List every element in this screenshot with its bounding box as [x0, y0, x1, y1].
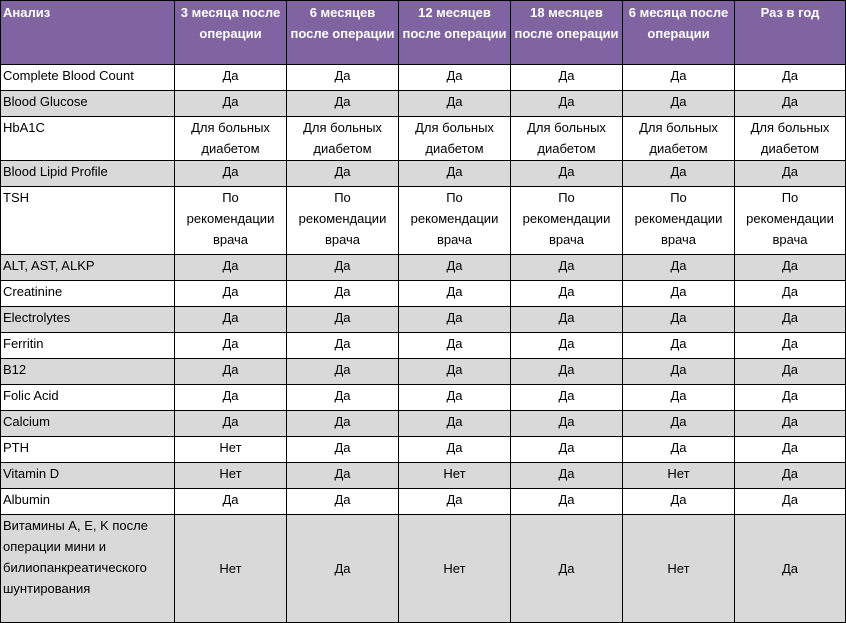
table-cell: Нет [175, 463, 287, 489]
table-cell: Да [399, 333, 511, 359]
table-cell: Да [399, 437, 511, 463]
table-row [1, 463, 846, 489]
header-cell-18-months: 18 месяцев после операции [511, 1, 623, 65]
table-cell: По рекомендации врача [735, 187, 846, 255]
header-row [1, 1, 846, 65]
table-row [1, 385, 846, 411]
table-cell: По рекомендации врача [623, 187, 735, 255]
table-row [1, 437, 846, 463]
table-row [1, 411, 846, 437]
row-label: Folic Acid [1, 385, 175, 411]
table-cell: По рекомендации врача [399, 187, 511, 255]
table-cell: Да [623, 359, 735, 385]
table-cell: Да [623, 437, 735, 463]
table-cell: Нет [623, 515, 735, 623]
table-cell: Для больных диабетом [175, 117, 287, 161]
table-cell: Да [399, 65, 511, 91]
table-cell: Для больных диабетом [735, 117, 846, 161]
table-cell: Да [511, 281, 623, 307]
row-label: Calcium [1, 411, 175, 437]
row-label: PTH [1, 437, 175, 463]
table-cell: Да [511, 411, 623, 437]
row-label: ALT, AST, ALKP [1, 255, 175, 281]
row-label: Albumin [1, 489, 175, 515]
table-cell: Да [399, 91, 511, 117]
table-row [1, 187, 846, 255]
table-cell: Для больных диабетом [623, 117, 735, 161]
row-label: TSH [1, 187, 175, 255]
table-row [1, 161, 846, 187]
table-row [1, 333, 846, 359]
header-cell-3-months: 3 месяца после операции [175, 1, 287, 65]
table-cell: Да [399, 161, 511, 187]
header-cell-12-months: 12 месяцев после операции [399, 1, 511, 65]
table-body [1, 65, 846, 623]
table-cell: Да [511, 437, 623, 463]
table-cell: Да [287, 489, 399, 515]
table-row [1, 489, 846, 515]
table-cell: Да [735, 411, 846, 437]
table-cell: Да [623, 333, 735, 359]
table-cell: Да [511, 333, 623, 359]
table-cell: Да [399, 255, 511, 281]
table-cell: Да [735, 489, 846, 515]
table-cell: Да [287, 411, 399, 437]
table-cell: Да [735, 255, 846, 281]
table-cell: Да [399, 307, 511, 333]
table-cell: Да [735, 385, 846, 411]
table-cell: Да [175, 411, 287, 437]
table-cell: По рекомендации врача [175, 187, 287, 255]
table-cell: Да [175, 255, 287, 281]
table-cell: Да [399, 281, 511, 307]
table-cell: Да [511, 161, 623, 187]
table-cell: Да [175, 359, 287, 385]
table-cell: Нет [399, 515, 511, 623]
table-cell: Да [735, 307, 846, 333]
table-cell: Да [175, 385, 287, 411]
table-cell: Да [511, 65, 623, 91]
table-cell: Да [399, 411, 511, 437]
table-cell: Да [735, 281, 846, 307]
table-cell: Да [287, 281, 399, 307]
row-label: Blood Lipid Profile [1, 161, 175, 187]
table-cell: По рекомендации врача [511, 187, 623, 255]
table-cell: Да [287, 307, 399, 333]
table-cell: Да [735, 333, 846, 359]
table-cell: Да [623, 281, 735, 307]
table-row [1, 255, 846, 281]
row-label: B12 [1, 359, 175, 385]
table-cell: Да [399, 385, 511, 411]
table-cell: Да [287, 385, 399, 411]
table-row [1, 117, 846, 161]
table-row [1, 515, 846, 623]
table-cell: Да [623, 385, 735, 411]
header-cell-6-months-alt: 6 месяца после операции [623, 1, 735, 65]
table-cell: Да [735, 91, 846, 117]
table-cell: Для больных диабетом [511, 117, 623, 161]
header-cell-6-months: 6 месяцев после операции [287, 1, 399, 65]
header-cell-yearly: Раз в год [735, 1, 846, 65]
row-label: Complete Blood Count [1, 65, 175, 91]
table-header [1, 1, 846, 65]
table-cell: По рекомендации врача [287, 187, 399, 255]
table-cell: Да [399, 359, 511, 385]
table-row [1, 359, 846, 385]
row-label: Витамины A, E, K после операции мини и билиопанкреатического шунтирования [1, 515, 175, 623]
table-cell: Да [287, 359, 399, 385]
table-cell: Да [623, 489, 735, 515]
table-cell: Да [175, 307, 287, 333]
table-cell: Да [511, 515, 623, 623]
row-label: Electrolytes [1, 307, 175, 333]
table-cell: Нет [175, 515, 287, 623]
table-cell: Да [623, 65, 735, 91]
table-cell: Нет [399, 463, 511, 489]
table-cell: Да [287, 161, 399, 187]
table-cell: Да [511, 91, 623, 117]
table-cell: Да [511, 307, 623, 333]
table-row [1, 65, 846, 91]
table-cell: Да [175, 91, 287, 117]
table-cell: Нет [623, 463, 735, 489]
table-cell: Да [623, 161, 735, 187]
row-label: Vitamin D [1, 463, 175, 489]
row-label: Ferritin [1, 333, 175, 359]
table-cell: Да [287, 255, 399, 281]
table-cell: Да [511, 359, 623, 385]
table-cell: Да [175, 281, 287, 307]
table-cell: Да [735, 437, 846, 463]
table-cell: Да [735, 161, 846, 187]
table-cell: Да [287, 65, 399, 91]
table-row [1, 307, 846, 333]
table-cell: Да [623, 255, 735, 281]
table-cell: Для больных диабетом [287, 117, 399, 161]
table-cell: Да [287, 463, 399, 489]
table-cell: Для больных диабетом [399, 117, 511, 161]
table-cell: Да [287, 91, 399, 117]
table-cell: Да [175, 161, 287, 187]
table-cell: Да [175, 65, 287, 91]
table-cell: Да [735, 463, 846, 489]
table-cell: Да [623, 411, 735, 437]
table-row [1, 91, 846, 117]
table-cell: Да [623, 91, 735, 117]
table-cell: Да [623, 307, 735, 333]
table-cell: Да [287, 515, 399, 623]
table-cell: Да [287, 437, 399, 463]
table-cell: Да [735, 515, 846, 623]
table-cell: Да [735, 359, 846, 385]
table-cell: Да [175, 333, 287, 359]
table-cell: Да [511, 255, 623, 281]
table-row [1, 281, 846, 307]
table-cell: Да [511, 489, 623, 515]
table-cell: Нет [175, 437, 287, 463]
table-cell: Да [175, 489, 287, 515]
table-cell: Да [511, 463, 623, 489]
table-cell: Да [399, 489, 511, 515]
table-cell: Да [287, 333, 399, 359]
header-cell-test: Анализ [1, 1, 175, 65]
table-cell: Да [735, 65, 846, 91]
row-label: Creatinine [1, 281, 175, 307]
row-label: HbA1C [1, 117, 175, 161]
row-label: Blood Glucose [1, 91, 175, 117]
table-cell: Да [511, 385, 623, 411]
